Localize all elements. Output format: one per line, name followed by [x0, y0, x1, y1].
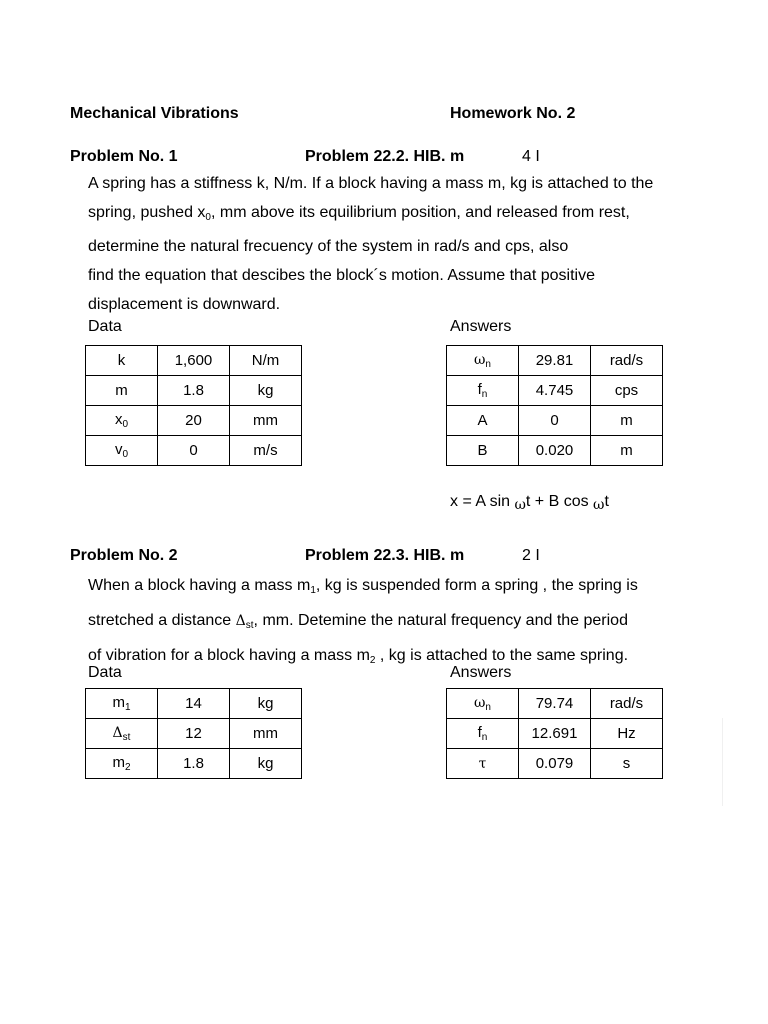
problem2-statement — [88, 571, 638, 676]
unit-cell: m — [591, 406, 663, 436]
value-cell: 0.020 — [519, 436, 591, 466]
problem2-data-label: Data — [88, 664, 122, 681]
symbol-cell — [447, 689, 519, 719]
table-row — [86, 346, 302, 376]
value-cell: 20 — [158, 406, 230, 436]
problem1-line: A spring has a stiffness k, N/m. If a block having a mass m, kg is attached to the — [88, 175, 654, 192]
problem2-line — [88, 571, 638, 606]
unit-cell: rad/s — [591, 689, 663, 719]
problem2-line-part: , mm. Detemine the natural frequency and the period — [253, 612, 628, 629]
table-row — [86, 749, 302, 779]
value-cell: 4.745 — [519, 376, 591, 406]
value-cell: 1.8 — [158, 376, 230, 406]
unit-cell: m — [591, 436, 663, 466]
unit-cell: kg — [230, 689, 302, 719]
subscript: st — [122, 732, 131, 743]
problem1-line-part: , mm above its equilibrium position, and released from rest, — [210, 204, 630, 221]
symbol: m — [115, 382, 128, 399]
symbol: f — [477, 724, 482, 741]
course-title: Mechanical Vibrations — [70, 105, 239, 122]
table-row — [86, 376, 302, 406]
subscript: 2 — [369, 655, 376, 666]
subscript: n — [481, 389, 488, 400]
symbol-cell — [86, 376, 158, 406]
equation-part: x = A sin — [450, 493, 515, 510]
problem1-answers-label: Answers — [450, 318, 512, 335]
symbol-cell — [447, 749, 519, 779]
symbol: A — [477, 412, 488, 429]
problem1-data-table — [85, 345, 302, 466]
page-edge-line — [722, 718, 723, 806]
symbol-cell — [447, 719, 519, 749]
table-body — [447, 346, 663, 466]
subscript: 0 — [205, 212, 211, 223]
value-cell: 1,600 — [158, 346, 230, 376]
problem1-line: find the equation that descibes the block´s motion. Assume that positive — [88, 267, 595, 284]
unit-cell: mm — [230, 719, 302, 749]
symbol: x — [114, 411, 123, 428]
symbol-cell — [86, 719, 158, 749]
problem1-statement — [88, 169, 653, 319]
homework-title: Homework No. 2 — [450, 105, 576, 122]
table-body — [447, 689, 663, 779]
problem2-line-part: , kg is attached to the same spring. — [375, 647, 629, 664]
problem1-reference: Problem 22.2. HIB. m — [305, 148, 465, 165]
subscript: 0 — [122, 449, 129, 460]
symbol-cell — [86, 346, 158, 376]
omega-symbol: ω — [514, 497, 526, 513]
problem1-line: displacement is downward. — [88, 296, 281, 313]
unit-cell: Hz — [591, 719, 663, 749]
symbol-cell — [86, 689, 158, 719]
problem2-line-part: , kg is suspended form a spring , the spring is — [315, 577, 638, 594]
unit-cell: cps — [591, 376, 663, 406]
symbol-cell — [447, 406, 519, 436]
problem1-data-label: Data — [88, 318, 122, 335]
table-body — [86, 689, 302, 779]
table-body — [86, 346, 302, 466]
subscript: 2 — [124, 762, 131, 773]
subscript: 0 — [122, 419, 129, 430]
value-cell: 12.691 — [519, 719, 591, 749]
problem2-line — [88, 606, 638, 641]
problem2-line-part: When a block having a mass m — [88, 577, 311, 594]
table-row — [447, 436, 663, 466]
delta-symbol: Δ — [235, 613, 246, 629]
equation-part: t + B cos — [525, 493, 594, 510]
problem1-edition: 4 I — [522, 148, 540, 165]
symbol-cell — [86, 436, 158, 466]
value-cell: 14 — [158, 689, 230, 719]
subscript: st — [245, 620, 254, 631]
subscript: 1 — [124, 702, 131, 713]
symbol: k — [117, 352, 126, 369]
problem2-reference: Problem 22.3. HIB. m — [305, 547, 465, 564]
symbol: f — [477, 381, 482, 398]
symbol: τ — [478, 756, 487, 772]
table-row — [447, 346, 663, 376]
table-row — [86, 689, 302, 719]
subscript: n — [485, 702, 491, 713]
unit-cell: N/m — [230, 346, 302, 376]
symbol-cell — [447, 376, 519, 406]
motion-equation — [450, 493, 609, 513]
problem2-line-part: stretched a distance — [88, 612, 236, 629]
value-cell: 0 — [158, 436, 230, 466]
table-row — [447, 749, 663, 779]
symbol: Δ — [112, 725, 123, 741]
problem2-edition: 2 I — [522, 547, 540, 564]
unit-cell: m/s — [230, 436, 302, 466]
value-cell: 29.81 — [519, 346, 591, 376]
table-row — [447, 376, 663, 406]
symbol-cell — [86, 406, 158, 436]
problem2-line — [88, 641, 638, 676]
table-row — [86, 719, 302, 749]
value-cell: 79.74 — [519, 689, 591, 719]
unit-cell: mm — [230, 406, 302, 436]
problem2-answers-table — [446, 688, 663, 779]
problem1-line — [88, 198, 653, 232]
table-row — [447, 719, 663, 749]
problem2-data-table — [85, 688, 302, 779]
unit-cell: s — [591, 749, 663, 779]
unit-cell: kg — [230, 376, 302, 406]
subscript: n — [485, 359, 491, 370]
problem1-line-part: spring, pushed x — [88, 204, 206, 221]
table-row — [447, 406, 663, 436]
symbol: B — [477, 442, 488, 459]
symbol: m — [112, 754, 125, 771]
equation-part: t — [604, 493, 609, 510]
problem2-answers-label: Answers — [450, 664, 512, 681]
table-row — [86, 406, 302, 436]
value-cell: 1.8 — [158, 749, 230, 779]
value-cell: 12 — [158, 719, 230, 749]
subscript: n — [481, 732, 488, 743]
symbol: ω — [474, 352, 486, 368]
problem2-line-part: of vibration for a block having a mass m — [88, 647, 370, 664]
symbol-cell — [86, 749, 158, 779]
problem1-label: Problem No. 1 — [70, 148, 178, 165]
unit-cell: kg — [230, 749, 302, 779]
symbol: v — [114, 441, 123, 458]
unit-cell: rad/s — [591, 346, 663, 376]
symbol-cell — [447, 346, 519, 376]
omega-symbol: ω — [593, 497, 605, 513]
problem1-answers-table — [446, 345, 663, 466]
problem2-label: Problem No. 2 — [70, 547, 178, 564]
subscript: 1 — [310, 585, 316, 596]
value-cell: 0.079 — [519, 749, 591, 779]
table-row — [86, 436, 302, 466]
symbol: ω — [474, 695, 486, 711]
symbol-cell — [447, 436, 519, 466]
table-row — [447, 689, 663, 719]
value-cell: 0 — [519, 406, 591, 436]
symbol: m — [112, 694, 125, 711]
problem1-line: determine the natural frecuency of the system in rad/s and cps, also — [88, 238, 569, 255]
